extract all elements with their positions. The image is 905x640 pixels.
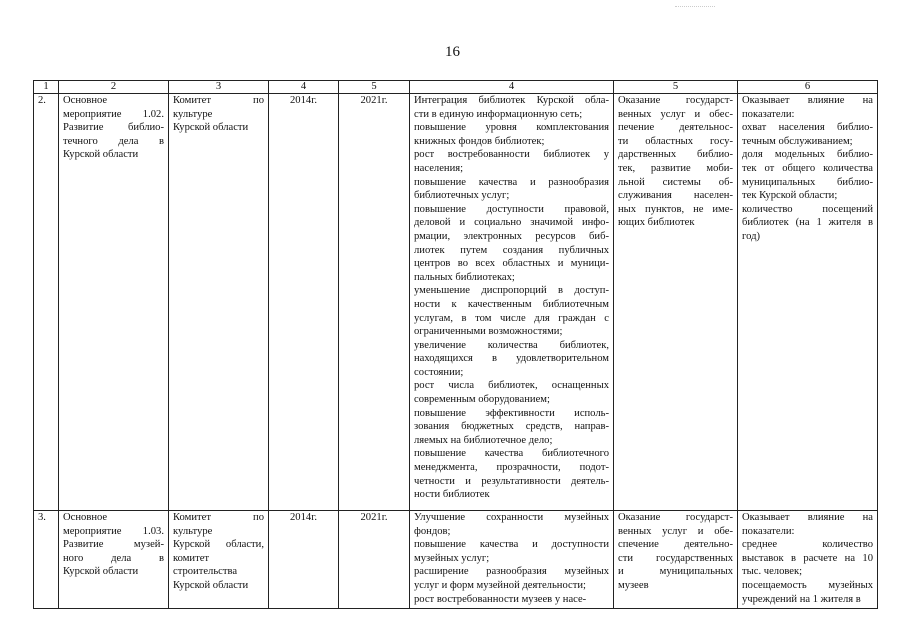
cell-line: комитет	[173, 552, 210, 564]
cell-line: год)	[742, 230, 760, 242]
program-table	[33, 80, 878, 609]
cell-line: ляемых на библиотечное дело;	[414, 434, 553, 446]
cell-line: Курской области	[63, 149, 139, 161]
cell-line: Оказание государст-	[618, 95, 733, 106]
cell-line: повышение качества библиотечного	[414, 448, 609, 460]
cell-line: библиотек (на 1 жителя в	[742, 217, 873, 229]
cell-line: учреждений на 1 жителя в	[742, 593, 861, 605]
cell-line: Курской области	[63, 566, 139, 578]
header-cell: 6	[738, 81, 878, 94]
row-number: 2.	[34, 94, 59, 511]
table-row	[34, 511, 878, 609]
cell-line: повышение качества и доступности	[414, 539, 609, 551]
scan-speck	[675, 6, 715, 8]
cell-line: Оказывает влияние на	[742, 95, 873, 106]
cell-line: ных пунктов, не име-	[618, 203, 733, 215]
event-cell	[59, 511, 169, 609]
header-cell: 2	[59, 81, 169, 94]
cell-line: охват населения библио-	[742, 122, 873, 134]
header-cell: 5	[614, 81, 738, 94]
cell-line: повышение доступности правовой,	[414, 203, 609, 215]
cell-line: населения;	[414, 162, 464, 174]
header-cell: 4	[269, 81, 339, 94]
cell-line: сти в единую информационную сеть;	[414, 108, 583, 120]
header-cell: 3	[169, 81, 269, 94]
cell-line: тек, развитие моби-	[618, 162, 733, 174]
cell-line: дарственных библио-	[618, 149, 733, 161]
results-cell	[410, 511, 614, 609]
header-cell: 5	[339, 81, 410, 94]
cell-line: тек от общего количества	[742, 162, 873, 174]
cell-line: венных услуг и обе-	[618, 525, 733, 537]
executor-cell	[169, 94, 269, 511]
cell-line: Курской области	[173, 579, 249, 591]
cell-line: спечение деятельно-	[618, 539, 733, 551]
row-number: 3.	[34, 511, 59, 609]
start-year: 2014г.	[269, 511, 339, 609]
cell-line: выставок в расчете на 10	[742, 552, 873, 564]
cell-line: посещаемость музейных	[742, 579, 873, 591]
cell-line: ного дела в	[63, 552, 164, 564]
cell-line: ограниченными возможностями;	[414, 326, 563, 338]
cell-line: услуг и форм музейной деятельности;	[414, 579, 586, 591]
cell-line: течного дела в	[63, 135, 164, 147]
cell-line: рмации, электронных ресурсов биб-	[414, 230, 609, 242]
cell-line: ти областных госу-	[618, 135, 733, 147]
cell-line: Интеграция библиотек Курской обла-	[414, 95, 609, 106]
cell-line: сти государственных	[618, 552, 733, 564]
cell-line: муниципальных библио-	[742, 176, 873, 188]
cell-line: количество посещений	[742, 203, 873, 215]
cell-line: зования бюджетных средств, направ-	[414, 421, 609, 433]
cell-line: Развитие музей-	[63, 539, 164, 551]
event-cell	[59, 94, 169, 511]
cell-line: менеджмента, прозрачности, подот-	[414, 462, 609, 474]
cell-line: культуре	[173, 525, 213, 537]
cell-line: ющих библиотек	[618, 217, 695, 229]
cell-line: служивания населен-	[618, 190, 733, 202]
links-cell	[614, 94, 738, 511]
cell-line: Оказывает влияние на	[742, 512, 873, 523]
cell-line: фондов;	[414, 525, 451, 537]
cell-line: ности библиотек	[414, 489, 490, 501]
cell-line: тек Курской области;	[742, 190, 838, 202]
cell-line: рост востребованности библиотек у	[414, 149, 609, 161]
cell-line: услугам, в том числе для граждан с	[414, 312, 609, 324]
cell-line: Оказание государст-	[618, 512, 733, 523]
cell-line: и муниципальных	[618, 566, 733, 578]
cell-line: тыс. человек;	[742, 566, 803, 578]
cell-line: печение деятельнос-	[618, 122, 733, 134]
cell-line: повышение эффективности исполь-	[414, 407, 609, 419]
cell-line: Основное	[63, 512, 108, 523]
indicators-cell	[738, 511, 878, 609]
page-number: 16	[445, 44, 460, 60]
cell-line: книжных фондов библиотек;	[414, 135, 545, 147]
cell-line: мероприятие 1.03.	[63, 525, 164, 537]
cell-line: культуре	[173, 108, 213, 120]
cell-line: мероприятие 1.02.	[63, 108, 164, 120]
cell-line: пальных библиотеках;	[414, 271, 515, 283]
cell-line: среднее количество	[742, 539, 873, 551]
cell-line: доля модельных библио-	[742, 149, 873, 161]
cell-line: ности к качественным библиотечным	[414, 298, 609, 310]
cell-line: льной системы об-	[618, 176, 733, 188]
results-cell	[410, 94, 614, 511]
end-year: 2021г.	[339, 94, 410, 511]
header-cell: 1	[34, 81, 59, 94]
cell-line: увеличение количества библиотек,	[414, 339, 609, 351]
cell-line: Комитет по	[173, 512, 264, 523]
cell-line: рост востребованности музеев у насе-	[414, 593, 587, 605]
cell-line: Развитие библио-	[63, 122, 164, 134]
cell-line: центров во всех областных и муници-	[414, 258, 609, 270]
cell-line: деловой и социально значимой инфо-	[414, 217, 609, 229]
start-year: 2014г.	[269, 94, 339, 511]
indicators-cell	[738, 94, 878, 511]
cell-line: Комитет по	[173, 95, 264, 106]
executor-cell	[169, 511, 269, 609]
cell-line: уменьшение диспропорций в доступ-	[414, 285, 609, 297]
cell-line: расширение разнообразия музейных	[414, 566, 609, 578]
cell-line: Курской области	[173, 122, 249, 134]
cell-line: библиотечных услуг;	[414, 190, 510, 202]
cell-line: находящихся в удовлетворительном	[414, 353, 609, 365]
cell-line: повышение уровня комплектования	[414, 122, 609, 134]
cell-line: музеев	[618, 579, 649, 591]
cell-line: течным обслуживанием;	[742, 135, 853, 147]
cell-line: венных услуг и обес-	[618, 108, 733, 120]
cell-line: состоянии;	[414, 366, 464, 378]
table-row	[34, 94, 878, 511]
cell-line: музейных услуг;	[414, 552, 490, 564]
header-cell: 4	[410, 81, 614, 94]
cell-line: Основное	[63, 95, 108, 106]
end-year: 2021г.	[339, 511, 410, 609]
cell-line: рост числа библиотек, оснащенных	[414, 380, 609, 392]
cell-line: показатели:	[742, 108, 795, 120]
cell-line: лиотек путем создания публичных	[414, 244, 609, 256]
cell-line: показатели:	[742, 525, 795, 537]
cell-line: четности и результативности деятель-	[414, 475, 609, 487]
cell-line: Курской области,	[173, 539, 264, 551]
header-row	[34, 81, 878, 94]
links-cell	[614, 511, 738, 609]
cell-line: современным оборудованием;	[414, 394, 550, 406]
cell-line: повышение качества и разнообразия	[414, 176, 609, 188]
cell-line: строительства	[173, 566, 238, 578]
cell-line: Улучшение сохранности музейных	[414, 512, 609, 523]
